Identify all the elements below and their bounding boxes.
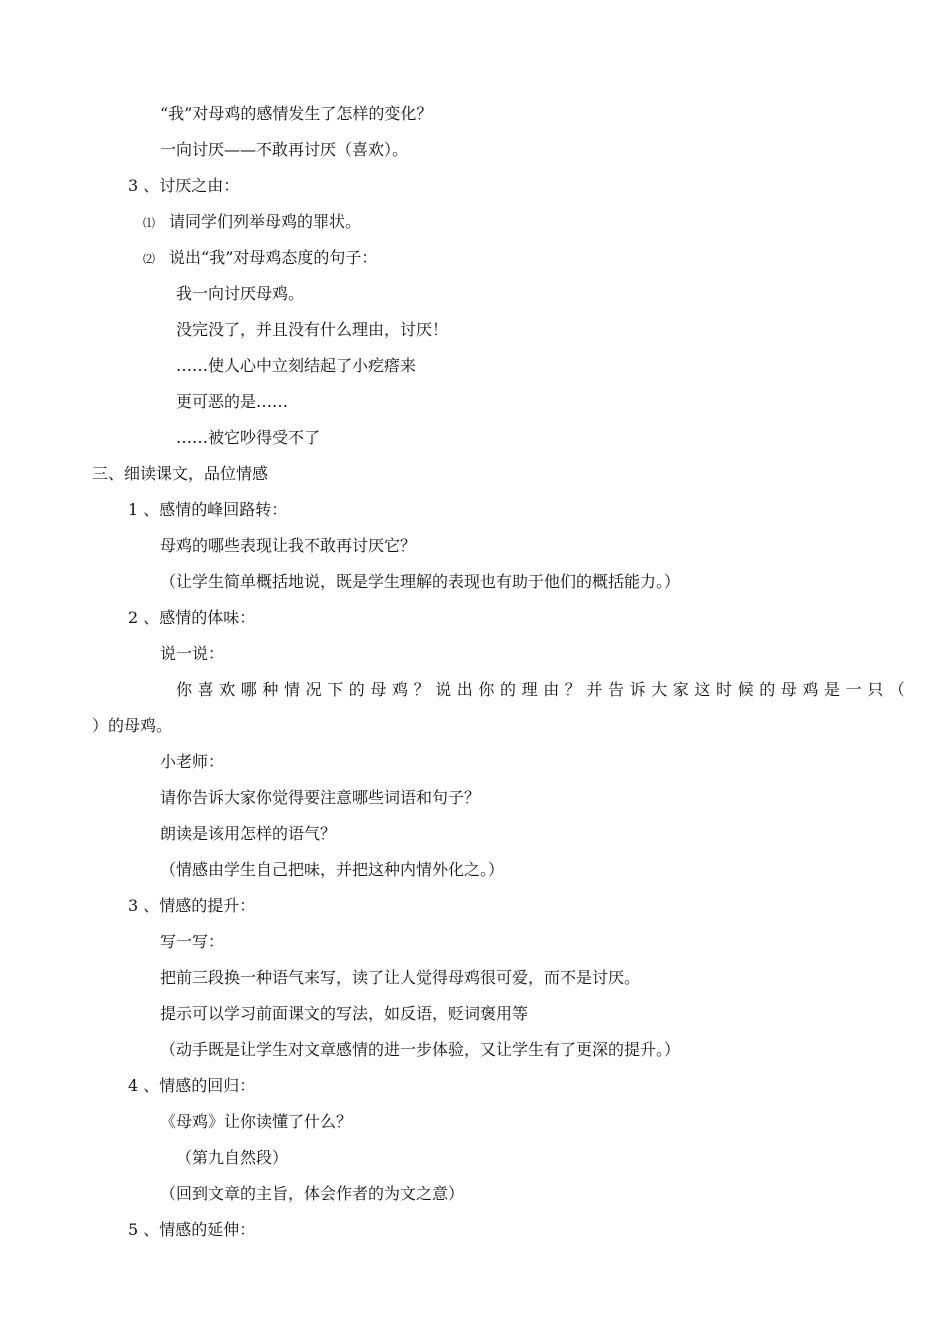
text-line: 我一向讨厌母鸡。 <box>176 284 305 303</box>
text-line: “我”对母鸡的感情发生了怎样的变化？ <box>160 104 433 123</box>
list-number: ⑴ <box>143 216 156 230</box>
text-line: ……被它吵得受不了 <box>176 428 321 447</box>
text-line: 更可恶的是…… <box>176 392 289 411</box>
section-heading: 3 、情感的提升： <box>128 896 256 915</box>
section-heading: 5 、情感的延伸： <box>128 1220 256 1239</box>
text-line: 你喜欢哪种情况下的母鸡？说出你的理由？并告诉大家这时候的母鸡是一只（ <box>176 680 911 699</box>
text-line: （回到文章的主旨，体会作者的为文之意） <box>160 1184 465 1203</box>
text-line: （第九自然段） <box>176 1148 289 1167</box>
major-heading: 三、细读课文，品位情感 <box>92 464 269 483</box>
text-line: 提示可以学习前面课文的写法，如反语，贬词褒用等 <box>160 1004 529 1023</box>
section-heading: 3 、讨厌之由： <box>128 176 240 195</box>
text-line: ……使人心中立刻结起了小疙瘩来 <box>176 356 417 375</box>
text-line: （动手既是让学生对文章感情的进一步体验，又让学生有了更深的提升。） <box>160 1040 681 1059</box>
text-line: ）的母鸡。 <box>92 716 173 735</box>
text-line: 写一写： <box>160 932 225 951</box>
list-text: 请同学们列举母鸡的罪状。 <box>169 212 362 231</box>
text-line: 母鸡的哪些表现让我不敢再讨厌它？ <box>160 536 417 555</box>
section-heading: 4 、情感的回归： <box>128 1076 256 1095</box>
text-line: 说一说： <box>160 644 225 663</box>
text-line: 没完没了，并且没有什么理由，讨厌！ <box>176 320 449 339</box>
list-marker <box>143 248 377 269</box>
text-line: 请你告诉大家你觉得要注意哪些词语和句子？ <box>160 788 481 807</box>
list-marker <box>143 212 361 233</box>
text-line: （情感由学生自己把味，并把这种内情外化之。） <box>160 860 505 879</box>
text-line: 朗读是该用怎样的语气？ <box>160 824 337 843</box>
text-line: 一向讨厌——不敢再讨厌（喜欢）。 <box>160 140 409 159</box>
text-line: 把前三段换一种语气来写，读了让人觉得母鸡很可爱，而不是讨厌。 <box>160 968 641 987</box>
list-number: ⑵ <box>143 252 156 266</box>
list-text: 说出“我”对母鸡态度的句子： <box>169 248 378 267</box>
section-heading: 1 、感情的峰回路转： <box>128 500 288 519</box>
text-line: （让学生简单概括地说，既是学生理解的表现也有助于他们的概括能力。） <box>160 572 681 591</box>
text-line: 《母鸡》让你读懂了什么？ <box>160 1112 353 1131</box>
text-line: 小老师： <box>160 752 225 771</box>
section-heading: 2 、感情的体味： <box>128 608 256 627</box>
